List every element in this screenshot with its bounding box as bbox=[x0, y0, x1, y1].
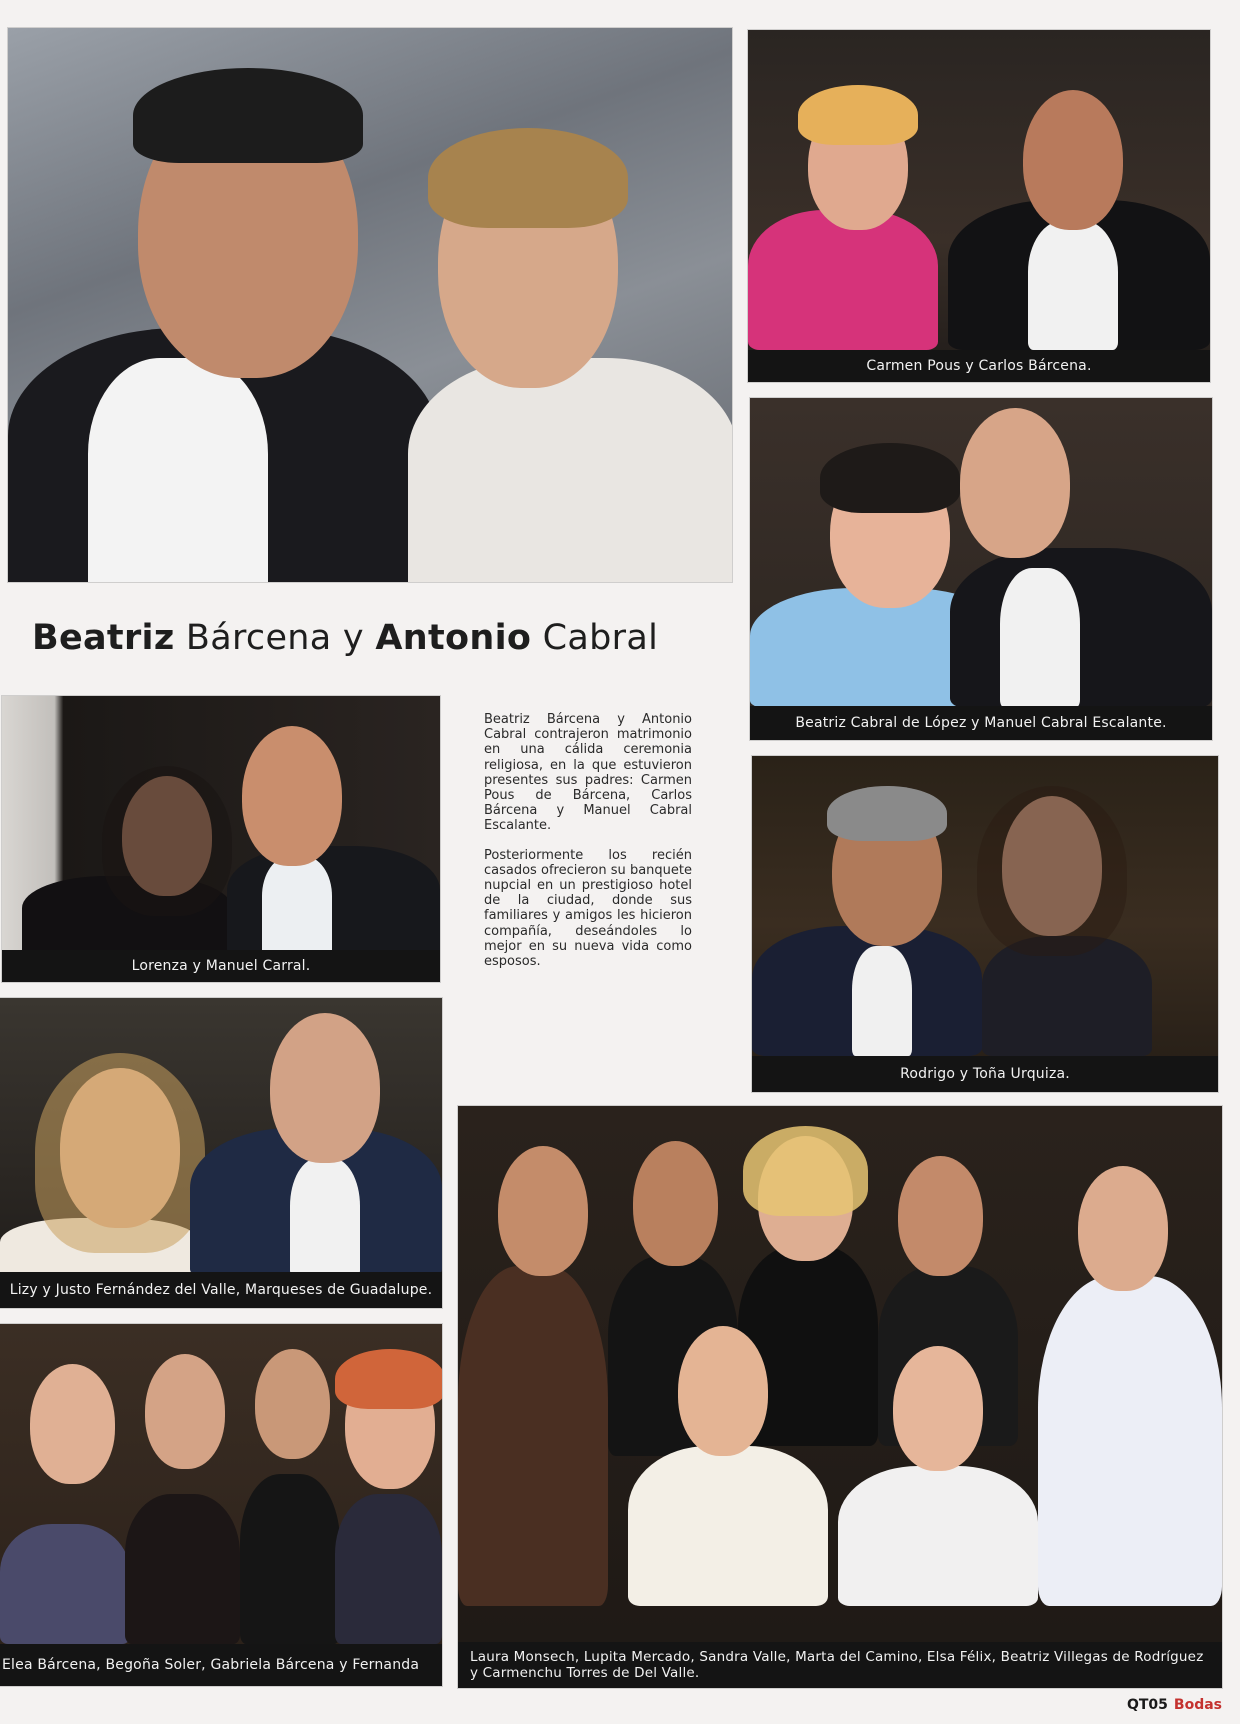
title-groom-first: Antonio bbox=[375, 618, 532, 658]
rodrigo-photo bbox=[752, 756, 1218, 1092]
article-paragraph-2: Posteriormente los recién casados ofrecieron su banquete nupcial en un prestigioso hotel de la ciudad, donde sus familiares y amigos les hicieron compañía, deseándoles lo mejor en su nueva vida como esposos. bbox=[484, 847, 692, 970]
elea-photo bbox=[0, 1324, 442, 1686]
lorenza-caption: Lorenza y Manuel Carral. bbox=[2, 950, 440, 982]
article-body bbox=[484, 712, 692, 983]
beatriz-manuel-photo bbox=[750, 398, 1212, 740]
lizy-caption: Lizy y Justo Fernández del Valle, Marqueses de Guadalupe. bbox=[0, 1272, 442, 1308]
title-groom-last: Cabral bbox=[531, 618, 659, 658]
rodrigo-caption: Rodrigo y Toña Urquiza. bbox=[752, 1056, 1218, 1092]
beatriz-manuel-caption: Beatriz Cabral de López y Manuel Cabral Escalante. bbox=[750, 706, 1212, 740]
lizy-photo bbox=[0, 998, 442, 1308]
title-bride-first: Beatriz bbox=[32, 618, 175, 658]
title-bride-last: Bárcena y bbox=[174, 618, 376, 658]
article-paragraph-1: Beatriz Bárcena y Antonio Cabral contrajeron matrimonio en una cálida ceremonia religiosa, en la que estuvieron presentes sus padres: Carmen Pous de Bárcena, Carlos Bárcena y Manuel Cabral Escalante. bbox=[484, 712, 692, 834]
parents-photo bbox=[748, 30, 1210, 382]
group-photo bbox=[458, 1106, 1222, 1688]
feature-title bbox=[32, 618, 732, 674]
couple-photo bbox=[8, 28, 732, 582]
lorenza-photo bbox=[2, 696, 440, 982]
parents-caption: Carmen Pous y Carlos Bárcena. bbox=[748, 350, 1210, 382]
section-name: Bodas bbox=[1173, 1697, 1222, 1713]
page-footer bbox=[1127, 1697, 1222, 1717]
page-code: QT05 bbox=[1126, 1697, 1168, 1713]
elea-caption: Elea Bárcena, Begoña Soler, Gabriela Bárcena y Fernanda bbox=[0, 1644, 442, 1686]
group-caption: Laura Monsech, Lupita Mercado, Sandra Valle, Marta del Camino, Elsa Félix, Beatriz Villegas de Rodríguez y Carmenchu Torres de Del Valle. bbox=[458, 1642, 1222, 1688]
